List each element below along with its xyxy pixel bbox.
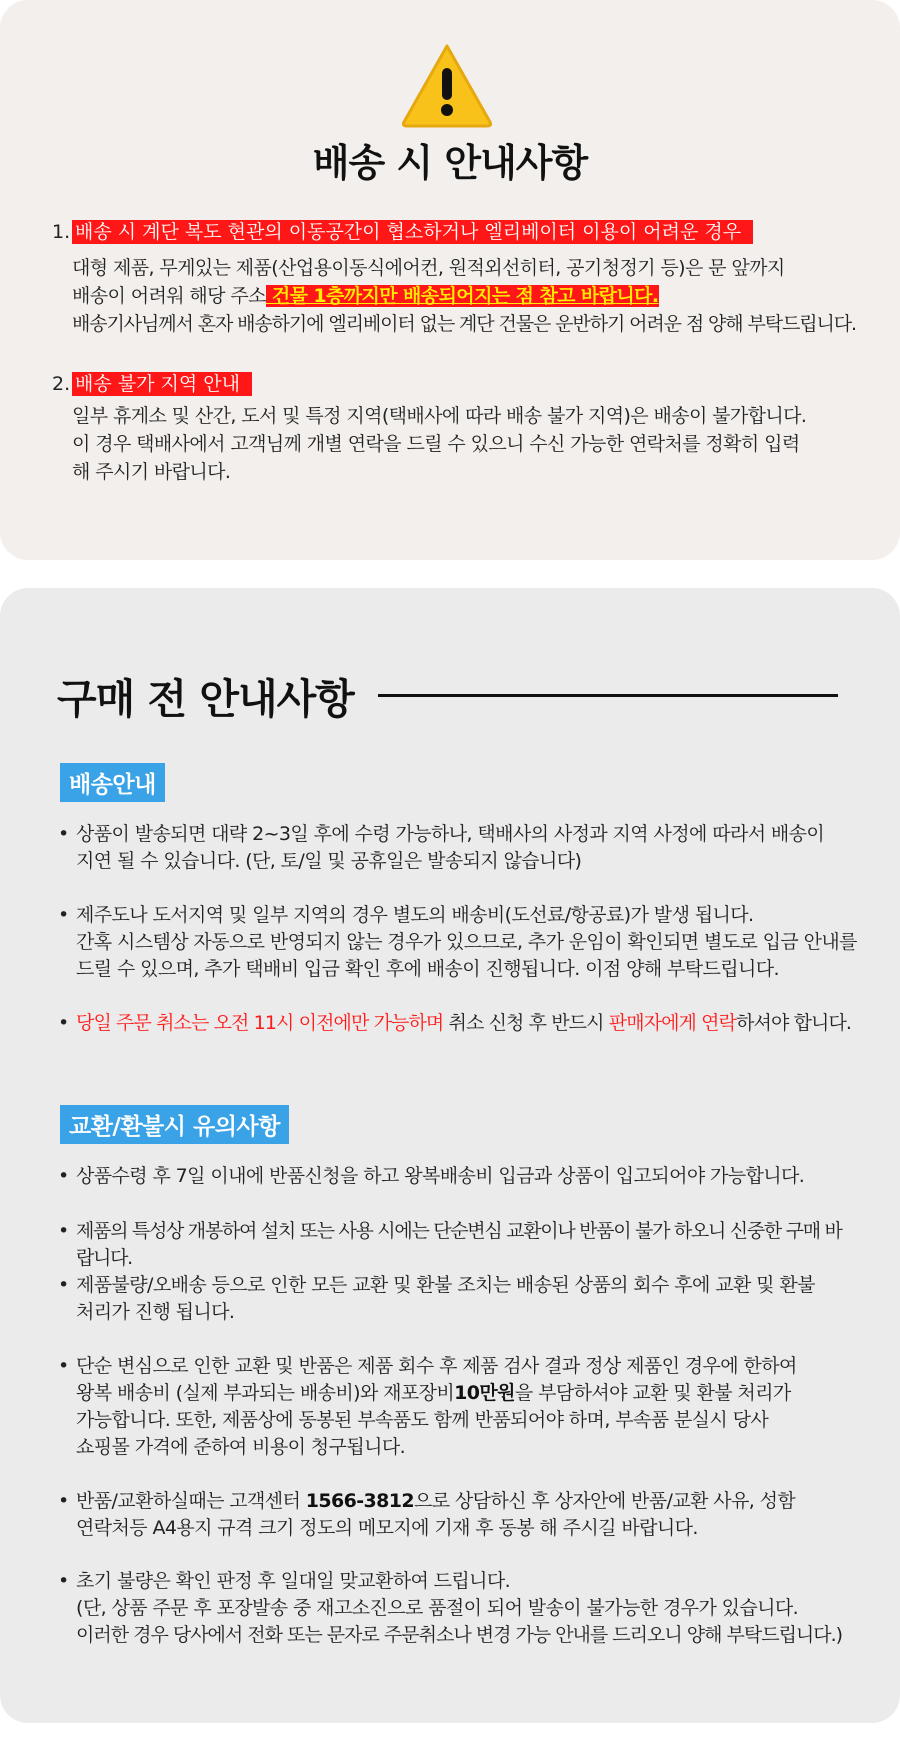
notice-item-1-body <box>72 254 882 338</box>
bullet-line: 이러한 경우 당사에서 전화 또는 문자로 주문취소나 변경 가능 안내를 드리오니 양해 부탁드립니다.) <box>76 1624 843 1646</box>
body-line: 이 경우 택배사에서 고객님께 개별 연락을 드릴 수 있으니 수신 가능한 연락처를 정확히 입력 <box>72 433 800 455</box>
purchase-notice-title: 구매 전 안내사항 <box>57 675 354 723</box>
bullet-dot: • <box>58 1012 69 1034</box>
body-text: 을 부담하셔야 교환 및 환불 처리가 <box>514 1382 791 1404</box>
yellow-highlight-text: 건물 1층까지만 배송되어지는 점 참고 바랍니다. <box>265 285 659 307</box>
red-text: 당일 주문 취소는 오전 11시 이전에만 가능하며 <box>76 1012 444 1034</box>
bullet-line: 연락처등 A4용지 규격 크기 정도의 메모지에 기재 후 동봉 해 주시길 바랍니다. <box>76 1517 698 1539</box>
bullet-line <box>76 1380 858 1407</box>
notice-item-1-heading <box>52 218 872 246</box>
bullet-line: 처리가 진행 됩니다. <box>76 1301 235 1323</box>
purchase-notice-card <box>0 588 900 1723</box>
shipping-notice-card <box>0 0 900 560</box>
bullet-dot: • <box>58 1355 69 1377</box>
list-item <box>58 902 858 983</box>
red-highlight-heading: 배송 불가 지역 안내 <box>72 372 252 396</box>
list-item <box>58 1218 858 1272</box>
notice-item-2-heading <box>52 370 872 398</box>
red-highlight-heading: 배송 시 계단 복도 현관의 이동공간이 협소하거나 엘리베이터 이용이 어려운 경우 <box>72 220 753 244</box>
item-number: 2. <box>52 373 71 395</box>
bullet-line <box>76 1010 858 1037</box>
shipping-notice-title: 배송 시 안내사항 <box>312 141 588 185</box>
bullet-dot: • <box>58 1165 69 1187</box>
list-item <box>58 1488 858 1542</box>
body-line: 대형 제품, 무게있는 제품(산업용이동식에어컨, 원적외선히터, 공기청정기 등)은 문 앞까지 <box>72 257 785 279</box>
list-item <box>58 1010 858 1037</box>
bullet-dot: • <box>58 1570 69 1592</box>
title-divider <box>378 694 838 697</box>
body-text: 반품/교환하실때는 고객센터 <box>76 1490 306 1512</box>
warning-triangle-icon <box>400 42 494 128</box>
bullet-line: 상품이 발송되면 대략 2~3일 후에 수령 가능하나, 택배사의 사정과 지역 사정에 따라서 배송이 <box>76 823 825 845</box>
body-text: 으로 상담하신 후 상자안에 반품/교환 사유, 성함 <box>413 1490 796 1512</box>
bullet-line <box>76 1488 858 1515</box>
body-line <box>72 282 882 310</box>
bullet-line: 제주도나 도서지역 및 일부 지역의 경우 별도의 배송비(도선료/항공료)가 발생 됩니다. <box>76 904 754 926</box>
bullet-line: 초기 불량은 확인 판정 후 일대일 맞교환하여 드립니다. <box>76 1570 511 1592</box>
red-text: 판매자에게 연락 <box>608 1012 737 1034</box>
bullet-dot: • <box>58 1490 69 1512</box>
bullet-line: 단순 변심으로 인한 교환 및 반품은 제품 회수 후 제품 검사 결과 정상 제품인 경우에 한하여 <box>76 1355 797 1377</box>
bullet-dot: • <box>58 823 69 845</box>
body-line: 배송기사님께서 혼자 배송하기에 엘리베이터 없는 계단 건물은 운반하기 어려운 점 양해 부탁드립니다. <box>72 313 856 335</box>
body-text: 왕복 배송비 (실제 부과되는 배송비)와 재포장비 <box>76 1382 455 1404</box>
bold-text: 10만원 <box>454 1382 515 1404</box>
body-text: 하셔야 합니다. <box>736 1012 852 1034</box>
bullet-line: (단, 상품 주문 후 포장발송 중 재고소진으로 품절이 되어 발송이 불가능한 경우가 있습니다. <box>76 1597 799 1619</box>
body-line: 일부 휴게소 및 산간, 도서 및 특정 지역(택배사에 따라 배송 불가 지역)은 배송이 불가합니다. <box>72 405 807 427</box>
list-item <box>58 1163 858 1190</box>
bullet-line: 드릴 수 있으며, 추가 택배비 입금 확인 후에 배송이 진행됩니다. 이점 양해 부탁드립니다. <box>76 958 779 980</box>
list-item <box>58 1272 858 1326</box>
bullet-line: 쇼핑몰 가격에 준하여 비용이 청구됩니다. <box>76 1436 406 1458</box>
notice-item-2-body <box>72 402 882 486</box>
bullet-dot: • <box>58 904 69 926</box>
bullet-line: 가능합니다. 또한, 제품상에 동봉된 부속품도 함께 반품되어야 하며, 부속품 분실시 당사 <box>76 1409 769 1431</box>
list-item <box>58 821 858 875</box>
bullet-line: 상품수령 후 7일 이내에 반품신청을 하고 왕복배송비 입금과 상품이 입고되어야 가능합니다. <box>76 1165 805 1187</box>
bullet-line: 제품불량/오배송 등으로 인한 모든 교환 및 환불 조치는 배송된 상품의 회수 후에 교환 및 환불 <box>76 1274 815 1296</box>
bullet-line: 간혹 시스템상 자동으로 반영되지 않는 경우가 있으므로, 추가 운임이 확인되면 별도로 입금 안내를 <box>76 931 857 953</box>
item-number: 1. <box>52 221 71 243</box>
body-line: 해 주시기 바랍니다. <box>72 461 231 483</box>
phone-number: 1566-3812 <box>305 1490 414 1512</box>
return-notice-tag: 교환/환불시 유의사항 <box>60 1105 289 1144</box>
body-text: 취소 신청 후 반드시 <box>443 1012 609 1034</box>
delivery-info-tag: 배송안내 <box>60 763 165 802</box>
list-item <box>58 1568 858 1649</box>
body-text: 배송이 어려워 해당 주소 <box>72 285 266 307</box>
bullet-line: 지연 될 수 있습니다. (단, 토/일 및 공휴일은 발송되지 않습니다) <box>76 850 582 872</box>
bullet-dot: • <box>58 1220 68 1242</box>
bullet-dot: • <box>58 1274 69 1296</box>
list-item <box>58 1353 858 1461</box>
bullet-line: 제품의 특성상 개봉하여 설치 또는 사용 시에는 단순변심 교환이나 반품이 불가 하오니 신중한 구매 바랍니다. <box>76 1220 842 1269</box>
